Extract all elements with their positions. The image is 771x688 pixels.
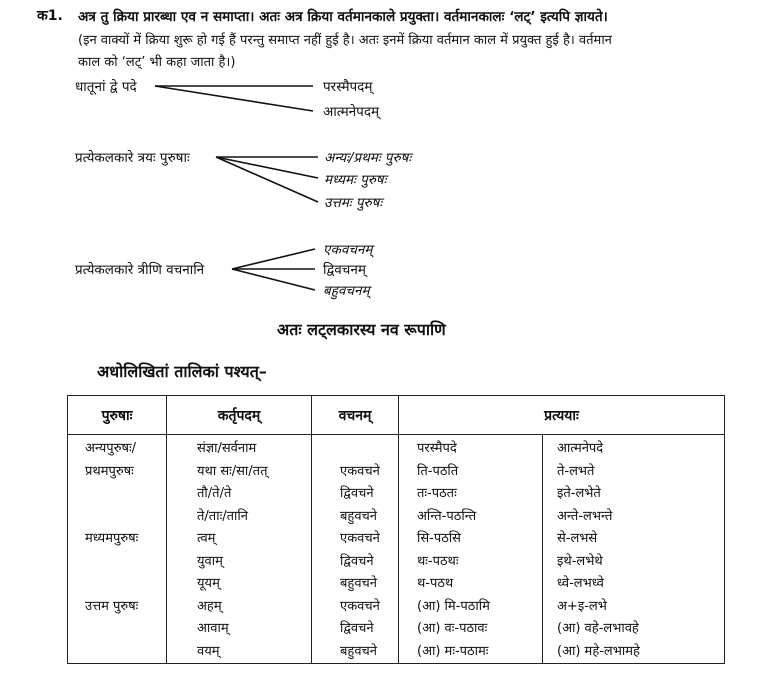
- karta-cell: ते/ताः/तानि: [197, 508, 248, 524]
- karta-cell: तौ/ते/ते: [197, 486, 232, 501]
- parasmaipada-cell: सि-पठसि: [417, 531, 461, 546]
- purusha-cell: उत्तम पुरुषः: [85, 598, 139, 614]
- vachana-branch: द्विवचनम्: [323, 262, 366, 278]
- vachana-cell: बहुवचने: [340, 576, 378, 591]
- vachana-root: प्रत्येकलकारे त्रीणि वचनानि: [75, 262, 205, 278]
- lat-lakara-table: [67, 395, 725, 664]
- karta-cell: यूयम्: [197, 576, 220, 591]
- karta-cell: वयम्: [197, 643, 220, 659]
- atmanepada-cell: ते-लभते: [557, 463, 595, 479]
- vachana-cell: द्विवचने: [340, 621, 374, 636]
- intro-hindi-line-2: काल को ‘लट्’ भी कहा जाता है।): [78, 55, 236, 70]
- karta-cell: आवाम्: [197, 621, 229, 636]
- header-pratyaya: प्रत्ययाः: [399, 396, 725, 435]
- table-instruction: अधोलिखितां तालिकां पश्यत्–: [97, 362, 267, 381]
- atmanepada-cell: से-लभसे: [557, 531, 598, 546]
- purusha-branch: मध्यमः पुरुषः: [324, 172, 387, 188]
- intro-sanskrit-line: अत्र तु क्रिया प्रारब्धा एव न समाप्ता। अतः अत्र क्रिया वर्तमानकाले प्रयुक्ता। वर्तमानकालः ‘लट्’ इत्यपि ज्ञायते।: [78, 9, 608, 25]
- parasmaipada-cell: (आ) मि-पठामि: [417, 598, 490, 614]
- parasmaipada-cell: तः-पठतः: [417, 486, 457, 501]
- table-row: [68, 435, 725, 664]
- vachana-cell: एकवचने: [340, 598, 380, 614]
- atmanepada-cell: इथे-लभेथे: [557, 553, 603, 569]
- atmanepada-cell: इते-लभेते: [557, 486, 601, 501]
- atmanepada-cell: अ+इ-लभे: [557, 598, 607, 614]
- header-purusha: पुरुषाः: [68, 396, 167, 435]
- pada-branch: आत्मनेपदम्: [323, 104, 380, 120]
- pada-branch: परस्मैपदम्: [323, 79, 373, 95]
- vachana-cell: [340, 438, 398, 461]
- karta-cell: अहम्: [197, 598, 222, 614]
- parasmaipada-cell: परस्मैपदे: [417, 441, 457, 456]
- karta-cell: संज्ञा/सर्वनाम: [197, 441, 257, 456]
- parasmaipada-cell: थः-पठथः: [417, 553, 459, 569]
- purusha-branch: अन्यः/प्रथमः पुरुषः: [324, 150, 412, 166]
- purusha-branch: उत्तमः पुरुषः: [324, 195, 383, 211]
- atmanepada-cell: (आ) वहे-लभावहे: [557, 621, 639, 636]
- vachana-cell: बहुवचने: [340, 508, 378, 524]
- parasmaipada-cell: अन्ति-पठन्ति: [417, 508, 477, 524]
- purusha-cell: प्रथमपुरुषः: [85, 463, 134, 479]
- pada-root: धातूनां द्वे पदे: [75, 79, 137, 95]
- atmanepada-cell: अन्ते-लभन्ते: [557, 508, 613, 524]
- header-vachana: वचनम्: [312, 396, 399, 435]
- intro-hindi-line-1: (इन वाक्यों में क्रिया शुरू हो गई हैं परन्तु समाप्त नहीं हुई है। अतः इनमें क्रिया वर्तमान काल में प्रयुक्त हुई है। वर्तमान: [78, 33, 612, 48]
- vachana-cell: द्विवचने: [340, 553, 374, 569]
- atmanepada-cell: ध्वे-लभध्वे: [557, 576, 604, 591]
- atmanepada-cell: आत्मनेपदे: [557, 441, 604, 456]
- vachana-branch: बहुवचनम्: [323, 283, 370, 299]
- purusha-root: प्रत्येकलकारे त्रयः पुरुषाः: [75, 150, 190, 166]
- atmanepada-cell: (आ) महे-लभामहे: [557, 643, 640, 659]
- purusha-cell: मध्यमपुरुषः: [85, 531, 139, 546]
- question-label: क1.: [37, 8, 63, 24]
- purusha-cell: अन्यपुरुषः/: [85, 441, 136, 456]
- karta-cell: यथा सः/सा/तत्: [197, 463, 268, 479]
- section-heading: अतः लट्लकारस्य नव रूपाणि: [277, 320, 446, 339]
- karta-cell: त्वम्: [197, 531, 216, 546]
- header-karta: कर्तृपदम्: [167, 396, 312, 435]
- vachana-cell: एकवचने: [340, 463, 380, 479]
- vachana-branch: एकवचनम्: [323, 242, 373, 258]
- table-header-row: [68, 396, 725, 435]
- parasmaipada-cell: ति-पठति: [417, 463, 459, 479]
- parasmaipada-cell: (आ) मः-पठामः: [417, 643, 489, 659]
- vachana-cell: बहुवचने: [340, 643, 378, 659]
- vachana-cell: द्विवचने: [340, 486, 374, 501]
- vachana-cell: एकवचने: [340, 531, 380, 546]
- parasmaipada-cell: थ-पठथ: [417, 576, 454, 591]
- parasmaipada-cell: (आ) वः-पठावः: [417, 621, 488, 636]
- karta-cell: युवाम्: [197, 553, 223, 569]
